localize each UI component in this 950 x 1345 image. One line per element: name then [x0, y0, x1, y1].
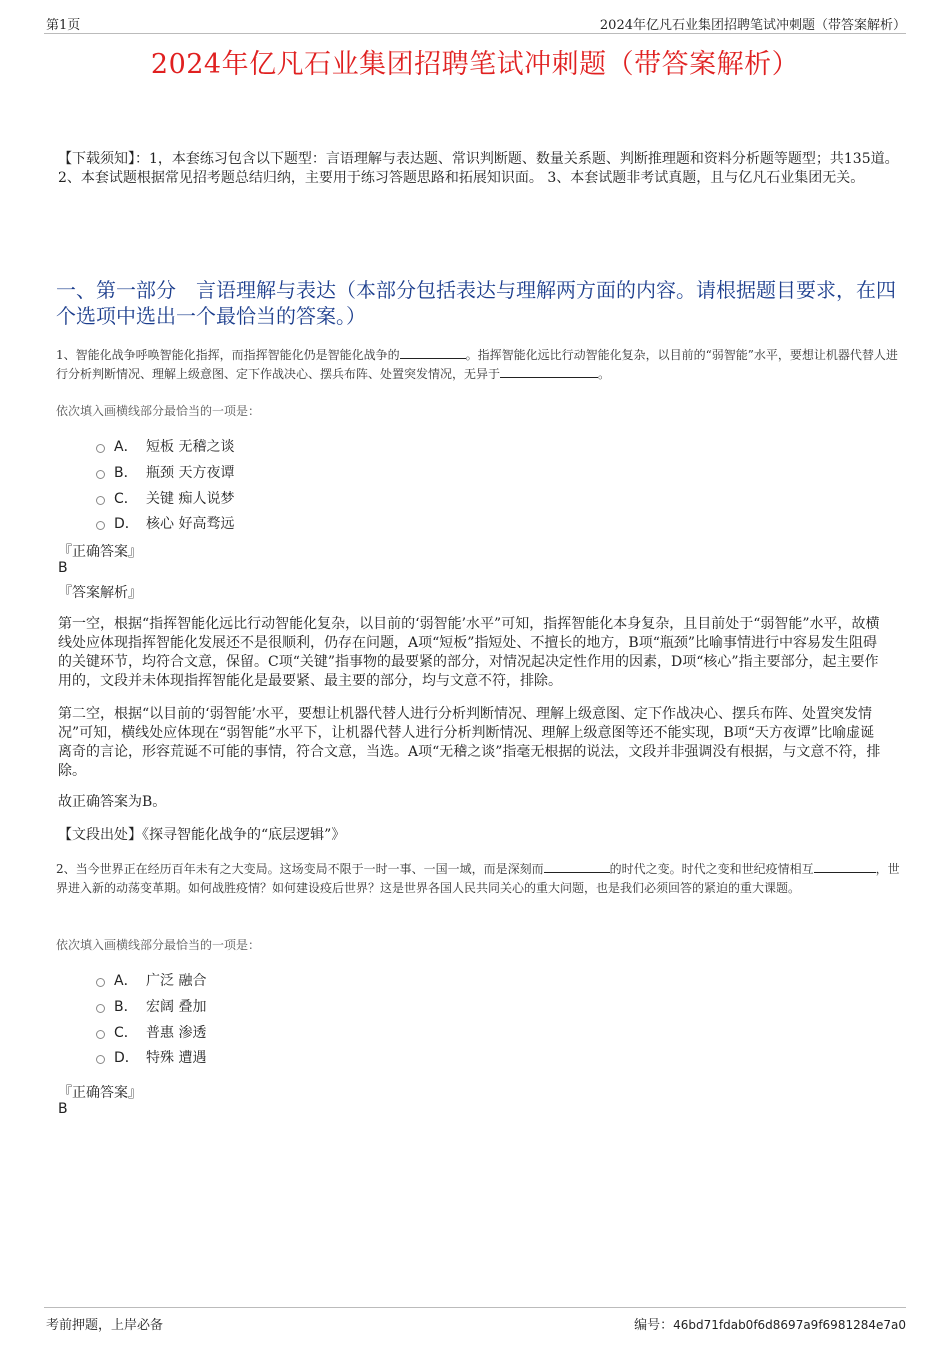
radio-icon[interactable]	[96, 521, 105, 530]
question-1-source: 【文段出处】《探寻智能化战争的“底层逻辑”》	[58, 827, 346, 843]
question-1-text-b: 。指挥智能化远比行动智能化复杂，以目前的“弱智能”水平，要想让机器代替人进行分析判断情况、理解上级意图、定下作战决心、摆兵布阵、处置突发情况，无异于	[56, 348, 898, 381]
question-1-option-a[interactable]	[96, 436, 234, 456]
question-2-answer: B	[58, 1101, 68, 1117]
download-notice: 【下载须知】：1，本套练习包含以下题型：言语理解与表达题、常识判断题、数量关系题、判断推理题和资料分析题等题型；共135道。 2、本套试题根据常见招考题总结归纳，主要用于练习答题思路和拓展知识面。 3、本套试题非考试真题，且与亿凡石业集团无关。	[58, 151, 899, 186]
radio-icon[interactable]	[96, 496, 105, 505]
question-2-option-b[interactable]	[96, 996, 206, 1016]
option-letter: A．	[114, 973, 138, 989]
footer-code-value: 46bd71fdab0f6d8697a9f6981284e7a0	[673, 1318, 906, 1332]
radio-icon[interactable]	[96, 1030, 105, 1039]
question-1-option-b[interactable]	[96, 462, 234, 482]
radio-icon[interactable]	[96, 470, 105, 479]
question-2-answer-label: 『正确答案』	[58, 1085, 142, 1101]
option-letter: D．	[114, 516, 139, 532]
option-letter: B．	[114, 999, 138, 1015]
option-text: 特殊 遭遇	[146, 1050, 207, 1066]
header-divider	[44, 33, 906, 34]
question-1-option-c[interactable]	[96, 488, 234, 508]
header-doc-title: 2024年亿凡石业集团招聘笔试冲刺题（带答案解析）	[599, 18, 906, 33]
question-1-blank-1	[400, 346, 466, 359]
question-2-text-a: 2、当今世界正在经历百年未有之大变局。这场变局不限于一时一事、一国一域，而是深刻而	[56, 862, 544, 876]
question-1-answer-label: 『正确答案』	[58, 544, 142, 560]
option-text: 广泛 融合	[146, 973, 207, 989]
radio-icon[interactable]	[96, 978, 105, 987]
question-1-analysis-label: 『答案解析』	[58, 585, 142, 601]
question-1-text-a: 1、智能化战争呼唤智能化指挥，而指挥智能化仍是智能化战争的	[56, 348, 400, 362]
option-text: 短板 无稽之谈	[146, 439, 235, 455]
option-text: 核心 好高骛远	[146, 516, 235, 532]
question-2-blank-2	[814, 860, 876, 873]
page-number: 第1页	[46, 18, 81, 33]
option-text: 宏阔 叠加	[146, 999, 207, 1015]
option-text: 瓶颈 天方夜谭	[146, 465, 235, 481]
question-1-instruction: 依次填入画横线部分最恰当的一项是：	[56, 404, 261, 418]
question-1-analysis-paragraph-1: 第一空，根据“指挥智能化远比行动智能化复杂，以目前的‘弱智能’水平”可知，指挥智能化本身复杂，且目前处于“弱智能”水平，故横线处应体现指挥智能化发展还不是很顺利，仍存在问题，A项“短板”指短处、不擅长的地方，B项“瓶颈”比喻事情进行中容易发生阻碍的关键环节，均符合文意，保留。C项“关键”指事物的最要紧的部分，对情况起决定性作用的因素，D项“核心”指主要部分，起主要作用的，文段并未体现指挥智能化是最要紧、最主要的部分，均与文意不符，排除。	[58, 616, 880, 689]
question-1-option-d[interactable]	[96, 513, 234, 533]
radio-icon[interactable]	[96, 444, 105, 453]
option-text: 关键 痴人说梦	[146, 491, 235, 507]
document-title: 2024年亿凡石业集团招聘笔试冲刺题（带答案解析）	[150, 49, 800, 80]
question-2-text-c: ，世界进入新的动荡变革期。如何战胜疫情？如何建设疫后世界？这是世界各国人民共同关心的重大问题，也是我们必须回答的紧迫的重大课题。	[56, 862, 900, 895]
radio-icon[interactable]	[96, 1055, 105, 1064]
footer-code	[634, 1314, 906, 1333]
question-2-text-b: 的时代之变。时代之变和世纪疫情相互	[609, 862, 814, 876]
option-letter: C．	[114, 491, 138, 507]
footer-code-label: 编号：	[634, 1318, 674, 1333]
question-2-instruction: 依次填入画横线部分最恰当的一项是：	[56, 938, 261, 952]
radio-icon[interactable]	[96, 1004, 105, 1013]
question-2-blank-1	[544, 860, 610, 873]
question-1-answer: B	[58, 560, 68, 576]
option-text: 普惠 渗透	[146, 1025, 207, 1041]
question-2-option-c[interactable]	[96, 1022, 206, 1042]
question-1-blank-2	[500, 365, 598, 378]
question-2-option-a[interactable]	[96, 970, 206, 990]
option-letter: C．	[114, 1025, 138, 1041]
question-2-stem	[56, 860, 902, 898]
section-heading: 一、第一部分 言语理解与表达（本部分包括表达与理解两方面的内容。请根据题目要求，在四个选项中选出一个最恰当的答案。）	[56, 278, 896, 328]
option-letter: A．	[114, 439, 138, 455]
question-1-text-c: 。	[598, 367, 611, 381]
option-letter: B．	[114, 465, 138, 481]
question-1-analysis-paragraph-2: 第二空，根据“以目前的‘弱智能’水平，要想让机器代替人进行分析判断情况、理解上级意图、定下作战决心、摆兵布阵、处置突发情况”可知，横线处应体现在“弱智能”水平下，让机器代替人进行分析判断情况、理解上级意图等还不能实现，B项“天方夜谭”比喻虚诞离奇的言论，形容荒诞不可能的事情，符合文意，当选。A项“无稽之谈”指毫无根据的说法，文段并非强调没有根据，与文意不符，排除。	[58, 706, 881, 779]
footer-divider	[44, 1307, 906, 1308]
option-letter: D．	[114, 1050, 139, 1066]
question-2-option-d[interactable]	[96, 1047, 206, 1067]
question-1-conclusion: 故正确答案为B。	[58, 794, 167, 810]
footer-slogan: 考前押题，上岸必备	[46, 1318, 164, 1333]
question-1-stem	[56, 346, 902, 384]
